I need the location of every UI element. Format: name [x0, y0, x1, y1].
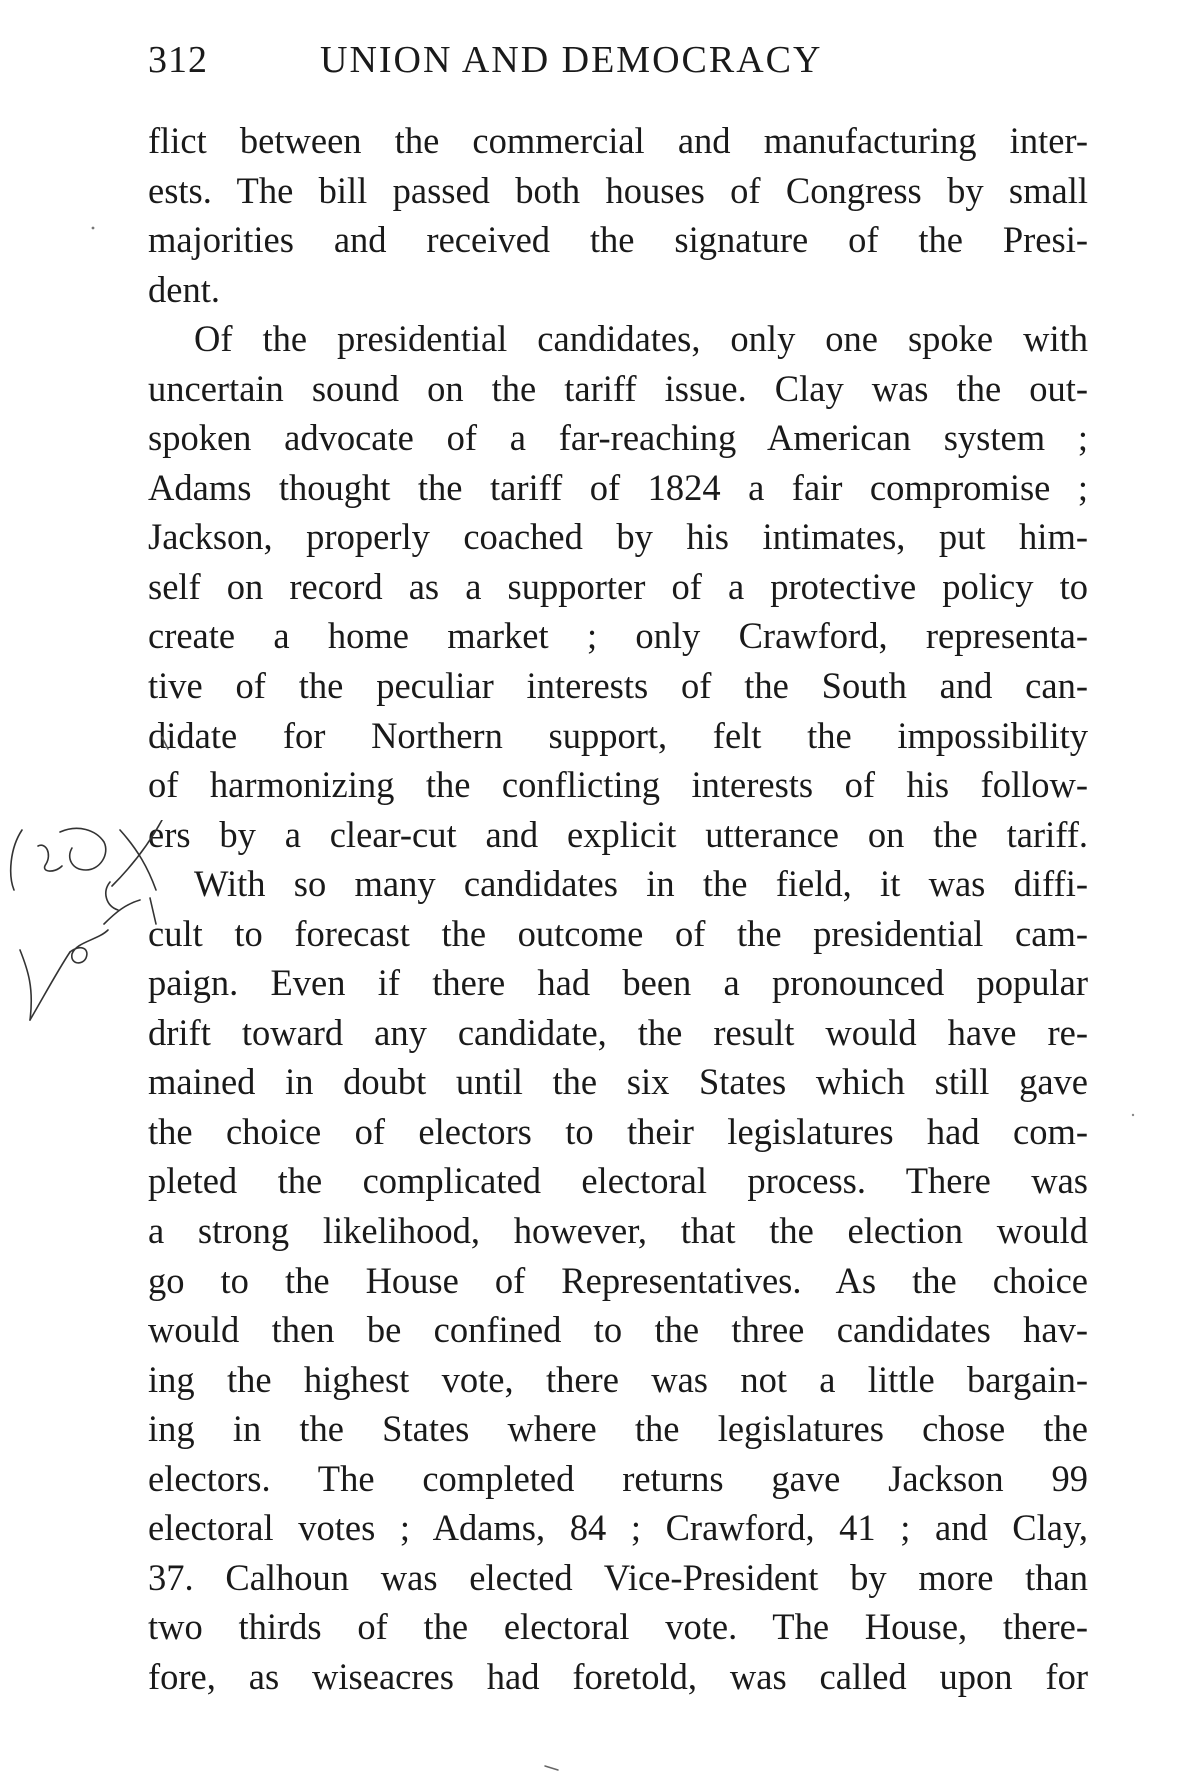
- text-line: go to the House of Representatives. As the choice: [148, 1259, 1088, 1301]
- paragraph-start-line: Of the presidential candidates, only one spoke with: [194, 318, 1088, 360]
- text-line: the choice of electors to their legislatures had com-: [148, 1110, 1088, 1152]
- text-line: spoken advocate of a far-reaching American system ;: [148, 417, 1088, 459]
- text-line: uncertain sound on the tariff issue. Clay was the out-: [148, 367, 1088, 409]
- running-head: [148, 38, 1088, 94]
- text-line: mained in doubt until the six States which still gave: [148, 1061, 1088, 1103]
- text-line: of harmonizing the conflicting interests of his follow-: [148, 764, 1088, 806]
- text-line: 37. Calhoun was elected Vice-President by more than: [148, 1556, 1088, 1598]
- text-line: fore, as wiseacres had foretold, was called upon for: [148, 1655, 1088, 1697]
- page-number: 312: [148, 39, 208, 81]
- text-line: Jackson, properly coached by his intimates, put him-: [148, 516, 1088, 558]
- text-line: self on record as a supporter of a protective policy to: [148, 565, 1088, 607]
- text-line: ests. The bill passed both houses of Congress by small: [148, 169, 1088, 211]
- text-line: a strong likelihood, however, that the election would: [148, 1210, 1088, 1252]
- paragraph-start-line: With so many candidates in the field, it was diffi-: [194, 863, 1088, 905]
- text-line: would then be confined to the three candidates hav-: [148, 1309, 1088, 1351]
- stray-dash-mark-icon: [543, 1763, 561, 1773]
- text-line: cult to forecast the outcome of the presidential cam-: [148, 912, 1088, 954]
- stray-dot-mark-icon: [1130, 1112, 1136, 1118]
- body-text: [148, 116, 1088, 1702]
- text-line: electoral votes ; Adams, 84 ; Crawford, 41 ; and Clay,: [148, 1507, 1088, 1549]
- stray-tick-mark-icon: [159, 735, 171, 751]
- text-line: dent.: [148, 268, 220, 310]
- text-line: pleted the complicated electoral process. There was: [148, 1160, 1088, 1202]
- text-line: tive of the peculiar interests of the South and can-: [148, 665, 1088, 707]
- text-line: ing the highest vote, there was not a little bargain-: [148, 1358, 1088, 1400]
- text-line: majorities and received the signature of the Presi-: [148, 219, 1088, 261]
- text-line: paign. Even if there had been a pronounced popular: [148, 962, 1088, 1004]
- text-line: drift toward any candidate, the result would have re-: [148, 1011, 1088, 1053]
- text-line: ing in the States where the legislatures chose the: [148, 1408, 1088, 1450]
- text-line: Adams thought the tariff of 1824 a fair compromise ;: [148, 466, 1088, 508]
- stray-dot-mark-icon: [90, 225, 96, 231]
- running-title: UNION AND DEMOCRACY: [320, 39, 823, 81]
- text-line: flict between the commercial and manufacturing inter-: [148, 120, 1088, 161]
- text-line: electors. The completed returns gave Jackson 99: [148, 1457, 1088, 1499]
- pencil-marginalia-icon: [0, 820, 170, 1050]
- text-line: create a home market ; only Crawford, representa-: [148, 615, 1088, 657]
- text-line: ers by a clear-cut and explicit utterance on the tariff.: [148, 813, 1088, 855]
- text-line: didate for Northern support, felt the impossibility: [148, 714, 1088, 756]
- text-line: two thirds of the electoral vote. The House, there-: [148, 1606, 1088, 1648]
